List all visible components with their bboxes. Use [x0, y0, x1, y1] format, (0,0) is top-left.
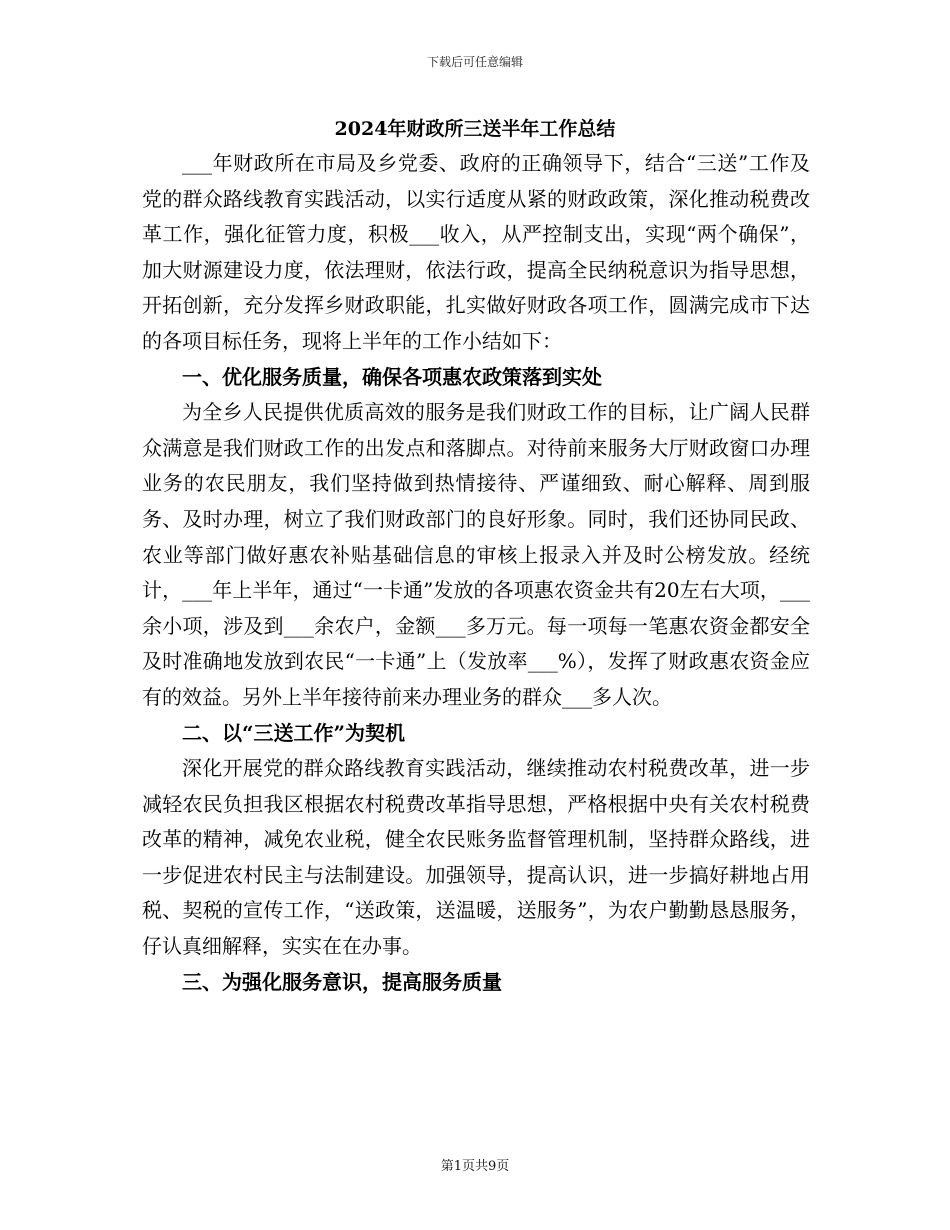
- section-body-1: 为全乡人民提供优质高效的服务是我们财政工作的目标，让广阔人民群众满意是我们财政工作的出发点和落脚点。对待前来服务大厅财政窗口办理业务的农民朋友，我们坚持做到热情接待、严谨细致、耐心解释、周到服务、及时办理，树立了我们财政部门的良好形象。同时，我们还协同民政、农业等部门做好惠农补贴基础信息的审核上报录入并及时公榜发放。经统计，___年上半年，通过“一卡通”发放的各项惠农资金共有20左右大项，___余小项，涉及到___余农户，金额___多万元。每一项每一笔惠农资金都安全及时准确地发放到农民“一卡通”上（发放率___%），发挥了财政惠农资金应有的效益。另外上半年接待前来办理业务的群众___多人次。: [142, 400, 810, 709]
- intro-paragraph: ___年财政所在市局及乡党委、政府的正确领导下，结合“三送”工作及党的群众路线教育实践活动，以实行适度从紧的财政政策，深化推动税费改革工作，强化征管力度，积极___收入，从严控制支出，实现“两个确保”，加大财源建设力度，依法理财，依法行政，提高全民纳税意识为指导思想，开拓创新，充分发挥乡财政职能，扎实做好财政各项工作，圆满完成市下达的各项目标任务，现将上半年的工作小结如下：: [142, 151, 810, 353]
- section-heading-1: 一、优化服务质量，确保各项惠农政策落到实处: [182, 364, 602, 389]
- header-note: 下载后可任意编辑: [426, 55, 523, 69]
- section-heading-3: 三、为强化服务意识，提高服务质量: [182, 969, 502, 994]
- section-heading-2: 二、以“三送工作”为契机: [182, 720, 406, 745]
- page-title: 2024年财政所三送半年工作总结: [334, 118, 616, 140]
- document-body: [142, 146, 810, 1000]
- page-footer: 第1页共9页: [440, 1159, 510, 1174]
- section-body-2: 深化开展党的群众路线教育实践活动，继续推动农村税费改革，进一步减轻农民负担我区根据农村税费改革指导思想，严格根据中央有关农村税费改革的精神，减免农业税，健全农民账务监督管理机制，坚持群众路线，进一步促进农村民主与法制建设。加强领导，提高认识，进一步搞好耕地占用税、契税的宣传工作，“送政策，送温暖，送服务”，为农户勤勤恳恳服务，仔认真细解释，实实在在办事。: [142, 756, 810, 959]
